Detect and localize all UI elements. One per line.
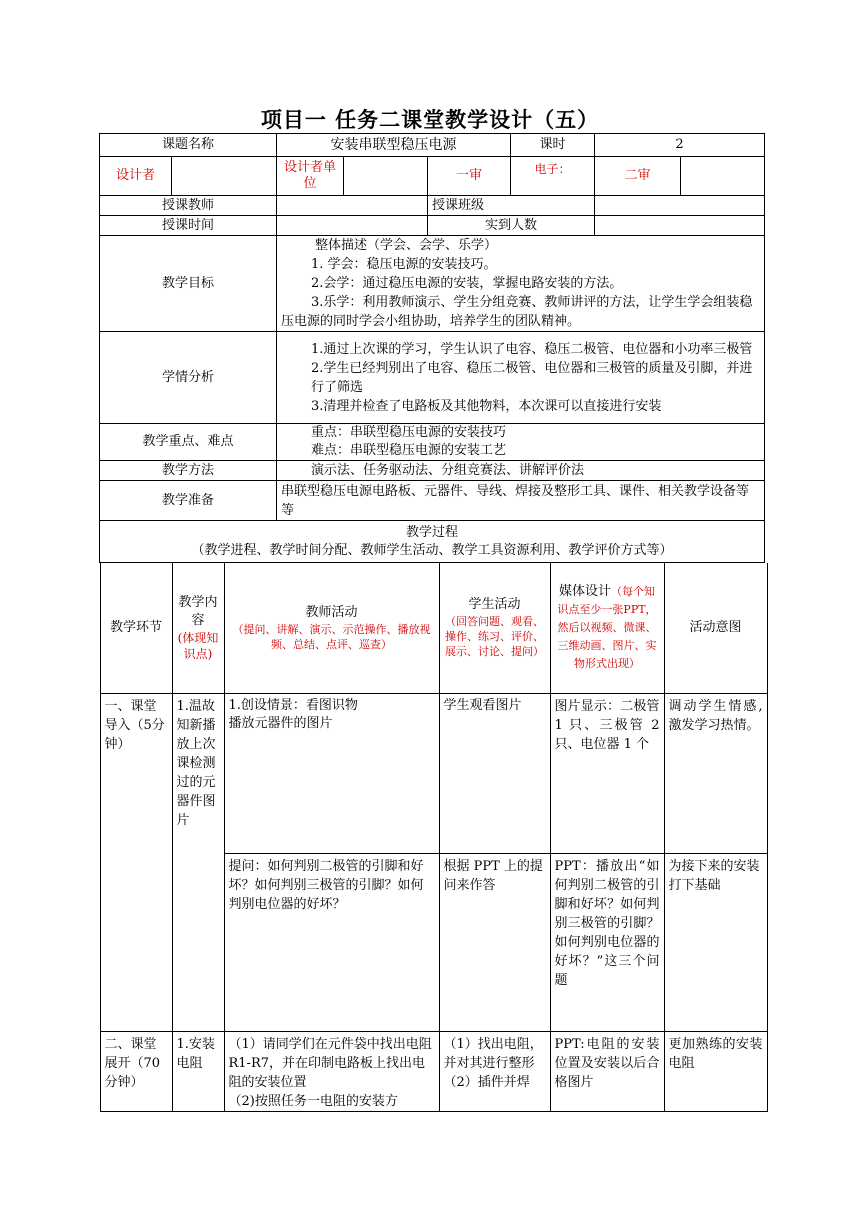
process-title: 教学过程 bbox=[406, 524, 459, 540]
analysis-line: 2.学生已经判别出了电容、稳压二极管、电位器和三极管的质量及引脚，并进行了筛选 bbox=[311, 360, 753, 395]
attendance-value bbox=[595, 216, 765, 236]
content-cell: 1.温故知新播放上次课检测过的元器件图片 bbox=[172, 693, 224, 1031]
intent-cell: 调动学生情感,激发学习热情。 bbox=[664, 693, 767, 853]
media-cell: PPT:电阻的安装位置及安装以后合格图片 bbox=[550, 1031, 664, 1111]
methods-text: 演示法、任务驱动法、分组竞赛法、讲解评价法 bbox=[277, 461, 765, 481]
course-name: 安装串联型稳压电源 bbox=[277, 134, 511, 157]
lesson-plan-table bbox=[99, 133, 765, 1112]
objectives-line: 1. 学会：稳压电源的安装技巧。 bbox=[311, 257, 497, 272]
col-student-note: （回答问题、观看、操作、练习、评价、展示、讨论、提问） bbox=[445, 615, 544, 659]
process-table-host bbox=[100, 563, 765, 1112]
analysis-line: 1.通过上次课的学习，学生认识了电容、稳压二极管、电位器和小功率三极管 bbox=[311, 341, 753, 357]
col-stage-header: 教学环节 bbox=[100, 563, 172, 693]
teacher-activity-cell: （1）请同学们在元件袋中找出电阻 R1-R7，并在印制电路板上找出电阻的安装位置 （2)按照任务一电阻的安装方 bbox=[224, 1031, 439, 1111]
keypoint-line: 难点：串联型稳压电源的安装工艺 bbox=[311, 443, 507, 458]
student-activity-cell: （1）找出电阻，并对其进行整形 （2）插件并焊 bbox=[439, 1031, 550, 1111]
keypoints-label: 教学重点、难点 bbox=[100, 424, 277, 461]
col-media-title: 媒体设计 bbox=[558, 583, 611, 599]
col-content-note: (体现知识点) bbox=[177, 630, 219, 661]
stage-cell: 一、课堂导入（5分钟） bbox=[100, 693, 172, 1031]
teacher-activity-cell: 1.创设情景：看图识物 播放元器件的图片 bbox=[224, 693, 439, 853]
first-review-label: 一审 bbox=[428, 157, 511, 196]
methods-label: 教学方法 bbox=[100, 461, 277, 481]
second-review-value bbox=[681, 157, 765, 196]
designer-label: 设计者 bbox=[100, 157, 172, 196]
attendance-label: 实到人数 bbox=[428, 216, 595, 236]
col-content-header bbox=[172, 563, 224, 693]
course-name-label: 课题名称 bbox=[100, 134, 277, 157]
class-value bbox=[595, 196, 765, 216]
student-activity-cell: 学生观看图片 bbox=[439, 693, 550, 853]
col-student-header bbox=[439, 563, 550, 693]
page-title: 项目一 任务二课堂教学设计（五） bbox=[260, 108, 600, 132]
objectives-line: 整体描述（学会、会学、乐学） bbox=[315, 238, 498, 253]
designer-value bbox=[172, 157, 277, 196]
col-teacher-header bbox=[224, 563, 439, 693]
objectives-line: 3.乐学：利用教师演示、学生分组竞赛、教师讲评的方法，让学生学会组装稳压电源的同时学会小组协助，培养学生的团队精神。 bbox=[281, 295, 753, 329]
preparation-label: 教学准备 bbox=[100, 481, 277, 521]
intent-cell: 为接下来的安装打下基础 bbox=[664, 853, 767, 1031]
intent-cell: 更加熟练的安装电阻 bbox=[664, 1031, 767, 1111]
hours-label: 课时 bbox=[511, 134, 595, 157]
media-cell: PPT：播放出“如何判别二极管的引脚和好坏？如何判别三极管的引脚？如何判别电位器的好坏？”这三个问题 bbox=[550, 853, 664, 1031]
keypoint-line: 重点：串联型稳压电源的安装技巧 bbox=[311, 425, 507, 440]
second-review-label: 二审 bbox=[595, 157, 681, 196]
objectives-label: 教学目标 bbox=[100, 236, 277, 332]
teacher-label: 授课教师 bbox=[100, 196, 277, 216]
col-teacher-note: （提问、讲解、演示、示范操作、播放视频、总结、点评、巡查） bbox=[232, 622, 431, 651]
process-subtitle: （教学进程、教学时间分配、教师学生活动、教学工具资源利用、教学评价方式等） bbox=[191, 542, 673, 558]
col-media-note: （每个知识点至少一张PPT，然后以视频、微课、三维动画、图片、实物形式出现） bbox=[557, 584, 657, 670]
objectives-line: 2.会学：通过稳压电源的安装，掌握电路安装的方法。 bbox=[311, 276, 623, 291]
time-value bbox=[277, 216, 428, 236]
hours-value: 2 bbox=[595, 134, 765, 157]
time-label: 授课时间 bbox=[100, 216, 277, 236]
col-teacher-title: 教师活动 bbox=[305, 604, 358, 620]
designer-unit-value bbox=[344, 157, 428, 196]
preparation-text: 串联型稳压电源电路板、元器件、导线、焊接及整形工具、课件、相关教学设备等等 bbox=[277, 481, 765, 521]
content-cell: 1.安装电阻 bbox=[172, 1031, 224, 1111]
col-student-title: 学生活动 bbox=[468, 597, 521, 613]
col-media-header bbox=[550, 563, 664, 693]
media-cell: 图片显示：二极管 1 只、三极管 2 只、电位器 1 个 bbox=[550, 693, 664, 853]
stage-cell: 二、课堂展开（70分钟） bbox=[100, 1031, 172, 1111]
process-header bbox=[100, 521, 765, 563]
process-table bbox=[100, 563, 768, 1112]
email-label: 电子： bbox=[511, 157, 595, 196]
keypoints-text bbox=[277, 424, 765, 461]
col-content-title: 教学内容 bbox=[178, 594, 218, 628]
analysis-label: 学情分析 bbox=[100, 332, 277, 424]
student-activity-cell: 根据 PPT 上的提问来作答 bbox=[439, 853, 550, 1031]
teacher-activity-cell: 提问：如何判别二极管的引脚和好坏？如何判别三极管的引脚？如何判别电位器的好坏？ bbox=[224, 853, 439, 1031]
teacher-value bbox=[277, 196, 428, 216]
designer-unit-label: 设计者单位 bbox=[277, 157, 344, 196]
objectives-text bbox=[277, 236, 765, 332]
analysis-text bbox=[277, 332, 765, 424]
class-label: 授课班级 bbox=[428, 196, 595, 216]
col-intent-header: 活动意图 bbox=[664, 563, 767, 693]
analysis-line: 3.清理并检查了电路板及其他物料，本次课可以直接进行安装 bbox=[311, 398, 662, 414]
